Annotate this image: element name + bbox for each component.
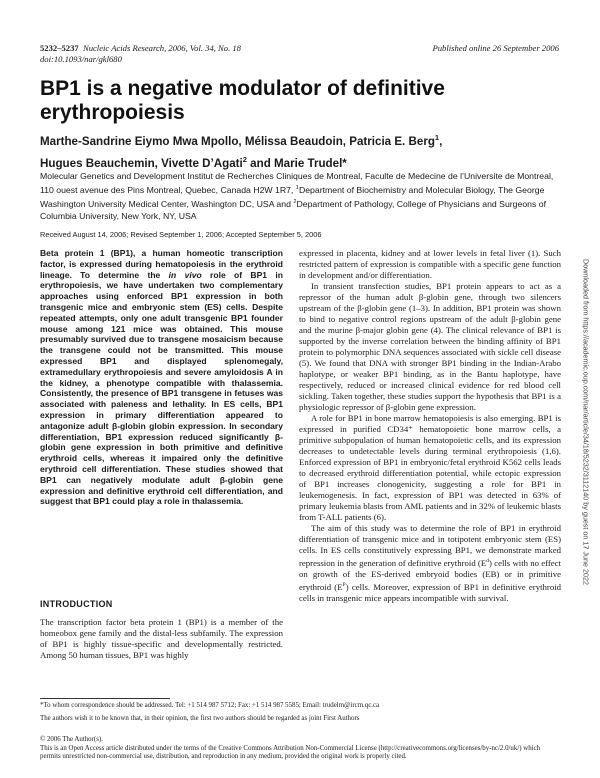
paragraph: In transient transfection studies, BP1 protein appears to act as a repressor of the human adult β-globin gene, through two silencers upstream of the β-globin gene (1–3). In addition, BP1 protein was shown to bind to negative control regions upstream of the adult β-globin gene and the murine β-major globin gene (4). The clinical relevance of BP1 is supported by the inverse correlation between the binding affinity of BP1 protein to polymorphic DNA sequences associated with sickle cell disease (5). We found that DNA with stronger BP1 binding in the Indian-Arabo haplotype, or weaker BP1 binding, as in the Bantu haplotype, have respectively, reduced or increased clinical evidence for red blood cell sickling. Taken together, these studies support the hypothesis that BP1 is a physiologic repressor of β-globin gene expression. (299, 281, 561, 412)
paragraph-aim (299, 523, 561, 604)
joint-authors-note: The authors wish it to be known that, in their opinion, the first two authors should be regarded as joint First Authors (40, 715, 360, 722)
affiliation-1: Molecular Genetics and Development Institut de Recherches Cliniques de Montreal, Faculte de Medecine de l’Universite de Montreal, 110 ouest avenue des Pins Montreal, Quebec, Canada H2W 1R7, (40, 171, 554, 195)
authors-line-2: Hugues Beauchemin, Vivette D’Agati (40, 156, 243, 170)
copyright: © 2006 The Author(s). (40, 736, 103, 743)
introduction-text (40, 617, 283, 661)
abstract (40, 248, 283, 507)
author-separator: , (439, 134, 443, 148)
journal-header (40, 43, 241, 65)
received-dates: Received August 14, 2006; Revised September 1, 2006; Accepted September 5, 2006 (40, 230, 322, 239)
authors-line-1: Marthe-Sandrine Eiymo Mwa Mpollo, Mélissa Beaudoin, Patricia E. Berg (40, 134, 435, 148)
author-list (40, 129, 560, 173)
download-watermark (580, 252, 592, 592)
paper-title: BP1 is a negative modulator of definitive erythropoiesis (40, 77, 445, 124)
abstract-text-2: role of BP1 in erythropoiesis, we have undertaken two complementary approaches using enforced BP1 expression in both transgenic mice and embryonic stem (ES) cells. Despite repeated attempts, only one adult transgenic BP1 founder mouse among 121 mice was obtained. This mouse presumably survived due to transgene mosaicism because the transgene could not be transmitted. This mouse expressed BP1 and displayed splenomegaly, extramedullary erythropoiesis and severe amyloidosis A in the kidney, a phenotype compatible with thalassemia. Consistently, the presence of BP1 transgene in fetuses was associated with paleness and lethality. In ES cells, BP1 expression in primary differentiation appeared to antagonize adult β-globin globin expression. In secondary differentiation, BP1 expression reduced significantly β-globin gene expression in both primitive and definitive erythroid cells, whereas it impaired only the definitive erythroid cell differentiation. These studies showed that BP1 can negatively modulate adult β-globin gene expression and definitive erythroid cell differentiation, and suggest that BP1 could play a role in thalassemia. (40, 269, 283, 507)
published-date: Published online 26 September 2006 (432, 43, 559, 53)
page-range: 5232–5237 (40, 43, 79, 53)
intro-paragraph: The transcription factor beta protein 1 (BP1) is a member of the homeobox gene family and the distal-less subfamily. The expression of BP1 is highly tissue-specific and developmentally restricted. Among 50 human tissues, BP1 was highly (40, 617, 283, 660)
affil-mark: 1 (295, 185, 299, 191)
affil-mark: 2 (293, 198, 297, 205)
paragraph: expressed in placenta, kidney and at lower levels in fetal liver (1). Such restricted pattern of expression is compatible with a specific gene function in development and/or differentiation. (299, 248, 561, 280)
abstract-italic: in vivo (168, 269, 202, 280)
affiliation-3: Department of Pathology, College of Physicians and Surgeons of Columbia University, New York, NY, USA (40, 198, 546, 221)
section-heading-introduction: INTRODUCTION (40, 599, 113, 609)
text: ) cells with no effect on growth of the ES-derived embryoid bodies (EB) or in primitive erythroid (E (299, 557, 561, 592)
superscript: P (342, 581, 346, 588)
author-affil-mark: 1 (434, 133, 440, 142)
affiliation-2: Department of Biochemistry and Molecular Biology, The George Washington University Medical Center, Washington DC, USA and (40, 184, 545, 209)
download-note: Downloaded from https://academic.oup.com/nar/article/34/18/5232/3112140 by guest on 17 June 2022 (581, 259, 591, 585)
license-note: This is an Open Access article distributed under the terms of the Creative Commons Attribution Non-Commercial License (http://creativecommons.org/licenses/by-nc/2.0/uk/) which permits unrestricted non-commercial use, distribution, and reproduction in any medium, provided the original work is properly cited. (40, 745, 541, 761)
author-affil-mark: 2 (242, 154, 247, 164)
text: ) cells. Moreover, expression of BP1 in definitive erythroid cells in transgenic mice appears incompatible with survival. (299, 581, 561, 603)
abstract-text-1: Beta protein 1 (BP1), a human homeotic transcription factor, is expressed during hematopoiesis in the erythroid lineage. To determine the (40, 248, 283, 280)
superscript: d (486, 558, 490, 564)
corresponding-author: and Marie Trudel* (246, 156, 347, 170)
text: The aim of this study was to determine the role of BP1 in erythroid differentiation of transgenic mice and in totipotent embryonic stem (ES) cells. In ES cells constitutively expressing BP1, we demonstrate marked repression in the generation of definitive erythroid (E (299, 523, 561, 568)
paragraph: A role for BP1 in bone marrow hematopoiesis is also emerging. BP1 is expressed in purified CD34⁺ hematopoietic bone marrow cells, a primitive subpopulation of human hematopoietic cells, and its expression decreases to undetectable levels during terminal erythropoiesis (1,6). Enforced expression of BP1 in embryonic/fetal erythroid K562 cells leads to decreased erythroid differentiation potential, while ectopic expression of BP1 increases clonogenicity, suggesting a role for BP1 in leukemogenesis. In fact, expression of BP1 was detected in 63% of primary leukemia blasts from AML patients and in 32% of leukemic blasts from T-ALL patients (6). (299, 413, 561, 522)
footnote-divider (40, 698, 170, 699)
doi: doi:10.1093/nar/gkl680 (40, 54, 122, 64)
affiliations (40, 170, 562, 222)
right-column (299, 248, 561, 604)
correspondence-note: *To whom correspondence should be addressed. Tel: +1 514 987 5712; Fax: +1 514 987 5585; Email: trudelm@ircm.qc.ca (40, 702, 380, 709)
journal-citation: Nucleic Acids Research, 2006, Vol. 34, No. 18 (82, 43, 241, 53)
